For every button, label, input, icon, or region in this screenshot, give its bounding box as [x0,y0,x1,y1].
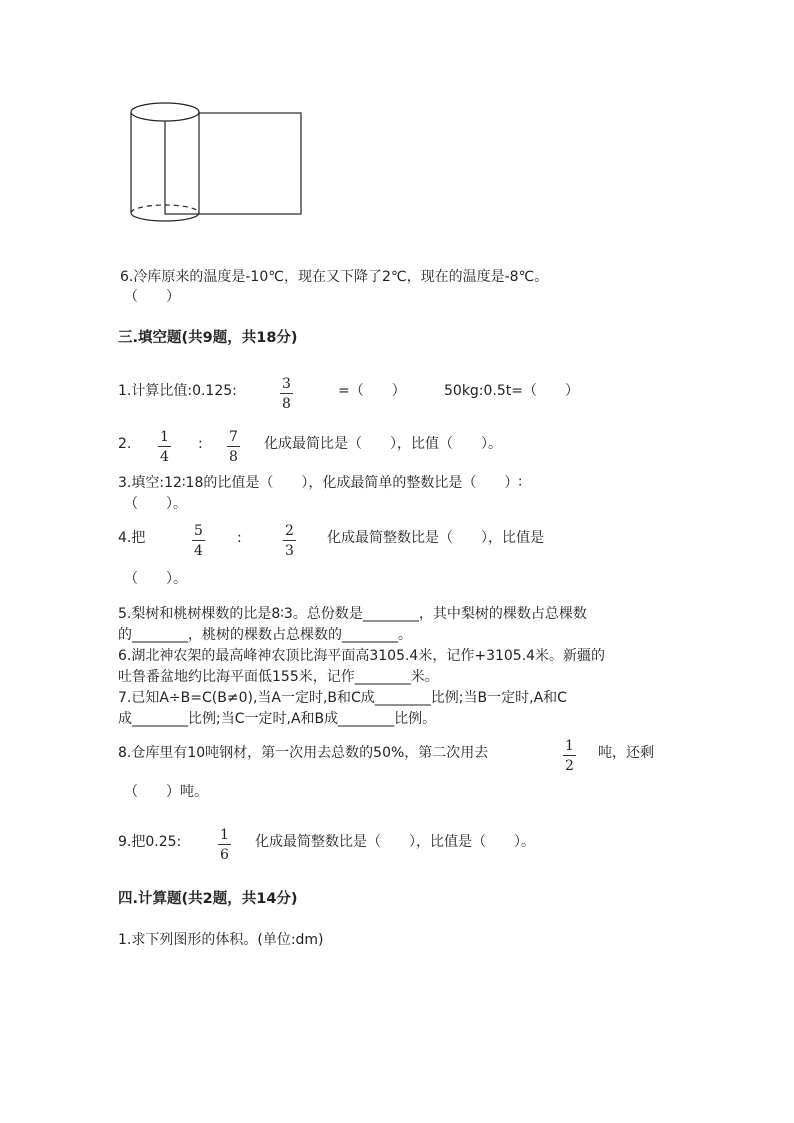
rectangle-shape [165,113,301,214]
s3-q9-prefix: 9.把0.25: [118,834,182,850]
s3-q5-line2: 的________，桃树的棵数占总棵数的________。 [118,627,412,643]
s3-q1-prefix: 1.计算比值:0.125: [118,383,237,399]
s3-q7-line1: 7.已知A÷B=C(B≠0),当A一定时,B和C成________比例;当B一定时,A和C [118,690,567,706]
section3-title: 三.填空题(共9题，共18分) [118,330,298,346]
s3-q4-line2: （ ）。 [124,571,187,587]
fraction-denominator: 8 [282,396,291,412]
s3-q4-prefix: 4.把 [118,530,146,546]
s3-q4-colon: : [237,530,242,546]
s3-q6-line2: 吐鲁番盆地约比海平面低155米，记作________米。 [118,669,439,685]
s3-q7-line2: 成________比例;当C一定时,A和B成________比例。 [118,711,437,727]
s3-q2-fraction-2 [227,430,240,464]
s3-q4-suffix: 化成最简整数比是（ ），比值是 [327,530,544,546]
fraction-numerator: 2 [285,523,294,539]
fraction-numerator: 1 [160,429,169,445]
fraction-numerator: 1 [565,738,574,754]
s3-q9-fraction [218,828,231,862]
s3-q9-suffix: 化成最简整数比是（ ），比值是（ ）。 [255,834,535,850]
fraction-denominator: 3 [285,543,294,559]
section4-title: 四.计算题(共2题，共14分) [118,891,298,907]
s3-q1-blank: =（ ） [338,383,406,399]
s3-q2-prefix: 2. [118,436,132,452]
cylinder-top-ellipse [131,103,199,121]
fraction-denominator: 8 [229,449,238,465]
fraction-numerator: 3 [282,376,291,392]
s3-q8-fraction [563,739,576,773]
s4-q1-text: 1.求下列图形的体积。(单位:dm) [118,932,324,948]
s3-q4-fraction-1 [192,524,205,558]
fraction-denominator: 4 [160,449,169,465]
fraction-numerator: 1 [220,827,229,843]
fraction-denominator: 6 [220,847,229,863]
s3-q8-suffix: 吨，还剩 [598,745,654,761]
s3-q2-fraction-1 [158,430,171,464]
q6-judge-text: 6.冷库原来的温度是-10℃，现在又下降了2℃，现在的温度是-8℃。 [120,269,549,285]
s3-q2-colon: : [198,436,203,452]
s3-q8-line2: （ ）吨。 [124,784,208,800]
fraction-denominator: 4 [194,543,203,559]
fraction-numerator: 7 [229,429,238,445]
fraction-denominator: 2 [565,758,574,774]
q6-judge-paren: （ ） [124,289,180,305]
s3-q6-line1: 6.湖北神农架的最高峰神农顶比海平面高3105.4米，记作+3105.4米。新疆的 [118,648,606,664]
s3-q3-line2: （ ）。 [124,496,187,512]
s3-q2-suffix: 化成最简比是（ ），比值（ ）。 [264,436,502,452]
fraction-numerator: 5 [194,523,203,539]
s3-q3-line1: 3.填空:12∶18的比值是（ ），化成最简单的整数比是（ ）∶ [118,475,522,491]
s3-q1-part2: 50kg:0.5t=（ ） [444,383,580,399]
s3-q4-fraction-2 [283,524,296,558]
s3-q5-line1: 5.梨树和桃树棵数的比是8∶3。总份数是________，其中梨树的棵数占总棵数 [118,606,587,622]
s3-q8-prefix: 8.仓库里有10吨钢材，第一次用去总数的50%，第二次用去 [118,745,489,761]
s3-q1-fraction [280,377,293,411]
